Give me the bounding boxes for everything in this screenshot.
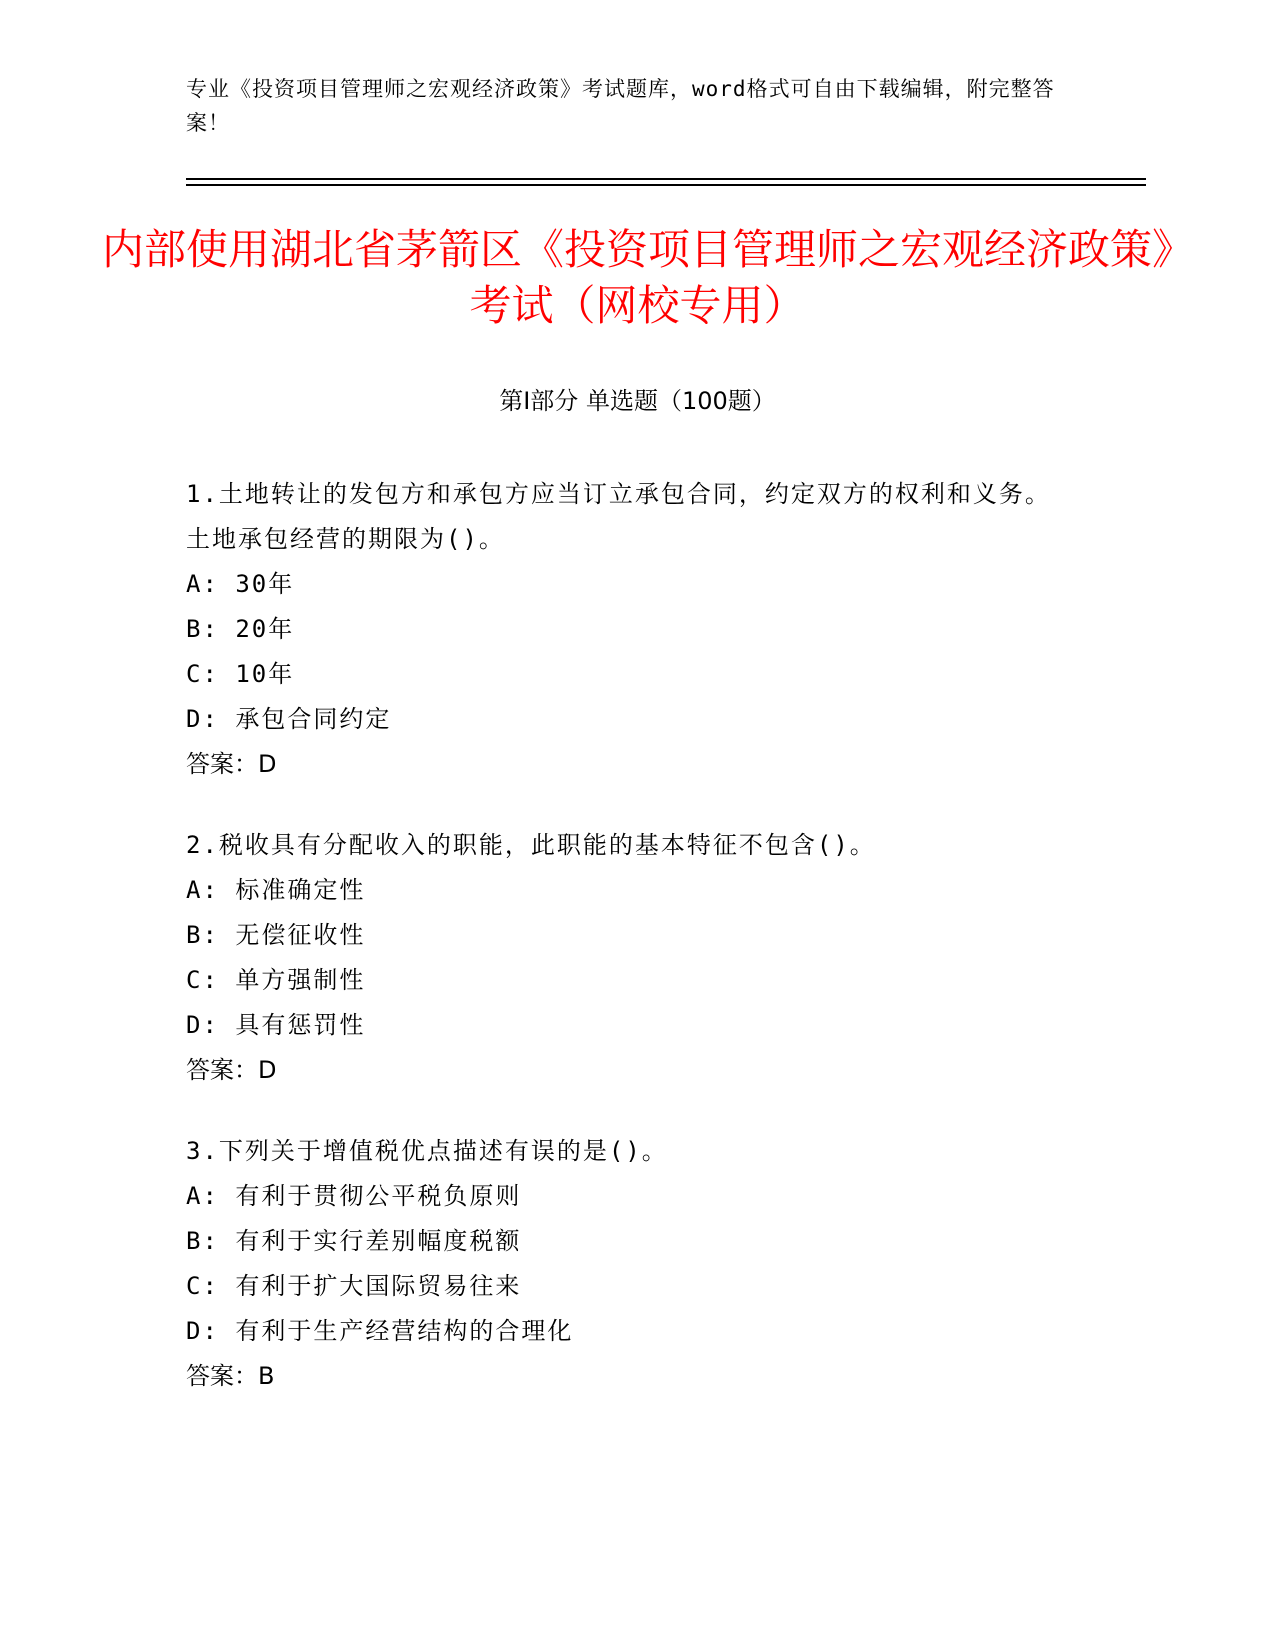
header-divider-bottom bbox=[186, 184, 1146, 186]
header-note: 专业《投资项目管理师之宏观经济政策》考试题库，word格式可自由下载编辑，附完整答案！ bbox=[186, 77, 1055, 135]
question-list bbox=[186, 472, 1066, 1435]
question-2 bbox=[186, 823, 1066, 1093]
option-d: D: 有利于生产经营结构的合理化 bbox=[186, 1317, 574, 1345]
option-b: B: 无偿征收性 bbox=[186, 921, 366, 949]
option-c: C: 有利于扩大国际贸易往来 bbox=[186, 1272, 522, 1300]
question-text: 3.下列关于增值税优点描述有误的是()。 bbox=[186, 1137, 668, 1165]
option-d: D: 承包合同约定 bbox=[186, 705, 392, 733]
option-a: A: 标准确定性 bbox=[186, 876, 366, 904]
option-b: B: 有利于实行差别幅度税额 bbox=[186, 1227, 522, 1255]
question-3 bbox=[186, 1129, 1066, 1399]
option-b: B: 20年 bbox=[186, 615, 295, 643]
section-title: 第Ⅰ部分 单选题（100题） bbox=[499, 387, 776, 415]
answer: 答案：D bbox=[186, 1056, 277, 1084]
document-title: 内部使用湖北省茅箭区《投资项目管理师之宏观经济政策》考试（网校专用） bbox=[101, 225, 1173, 330]
answer: 答案：D bbox=[186, 750, 277, 778]
answer: 答案：B bbox=[186, 1362, 275, 1390]
question-1 bbox=[186, 472, 1066, 787]
option-c: C: 单方强制性 bbox=[186, 966, 366, 994]
question-text: 2.税收具有分配收入的职能，此职能的基本特征不包含()。 bbox=[186, 831, 876, 859]
header-divider-top bbox=[186, 178, 1146, 180]
option-d: D: 具有惩罚性 bbox=[186, 1011, 366, 1039]
option-a: A: 30年 bbox=[186, 570, 295, 598]
option-a: A: 有利于贯彻公平税负原则 bbox=[186, 1182, 522, 1210]
question-text: 1.土地转让的发包方和承包方应当订立承包合同，约定双方的权利和义务。土地承包经营的期限为()。 bbox=[186, 480, 1051, 553]
option-c: C: 10年 bbox=[186, 660, 295, 688]
